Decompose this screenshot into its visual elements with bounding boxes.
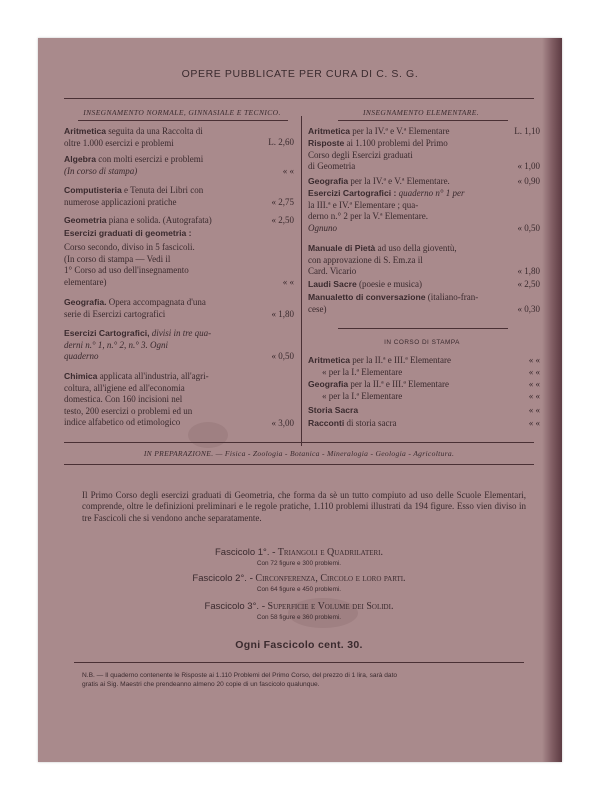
- section-rule: [64, 464, 534, 465]
- price: « 2,50: [271, 215, 294, 225]
- page-title: OPERE PUBBLICATE PER CURA DI C. S. G.: [181, 68, 419, 80]
- price: « 2,75: [271, 197, 294, 207]
- left-column-heading: INSEGNAMENTO NORMALE, GINNASIALE E TECNICO.: [83, 108, 281, 117]
- fascicolo-3-sub: Con 58 figure e 360 problemi.: [256, 614, 342, 621]
- column-divider: [301, 116, 302, 446]
- spine-shadow: [542, 38, 562, 762]
- in-press-item: Storia Sacra: [308, 405, 359, 415]
- price: « «: [528, 391, 540, 401]
- primo-corso-paragraph: Il Primo Corso degli esercizi graduati di Geometria, che forma da sè un tutto compiuto ad uso delle Scuole Elementari, comprende, oltre le definizioni preliminari e le regole pratiche, 1.110 problemi illustrati da 194 figure. Esso vien diviso in tre Fascicoli che si vendono anche separatamente.: [82, 490, 526, 523]
- nb-rule: [74, 662, 524, 663]
- price: L. 1,10: [514, 126, 540, 136]
- entry-algebra: Algebra con molti esercizi e problemi (In corso di stampa): [64, 154, 204, 176]
- entry-esercizi-geometria: Esercizi graduati di geometria :: [64, 228, 192, 238]
- entry-chimica: Chimica applicata all'industria, all'agri- coltura, all'igiene ed all'economia domestica. Con 160 incisioni nel testo, 200 esercizi o problemi ed un indice alfabetico od etimologico: [64, 371, 209, 428]
- entry-risposte: Risposte ai 1.100 problemi del Primo Corso degli Esercizi graduati di Geometria: [308, 138, 448, 172]
- price: « 0,90: [517, 176, 540, 186]
- price: « 2,50: [517, 279, 540, 289]
- entry-geometria: Geometria piana e solida. (Autografata): [64, 215, 212, 225]
- in-press-item: Racconti di storia sacra: [308, 418, 397, 428]
- price: « «: [282, 277, 294, 287]
- price: « «: [528, 367, 540, 377]
- price: « «: [528, 418, 540, 428]
- price: « 1,00: [517, 161, 540, 171]
- price: « 1,80: [271, 309, 294, 319]
- entry-geografia-elem: Geografia per la IV.ª e V.ª Elementare.: [308, 176, 450, 186]
- in-press-item: « per la I.ª Elementare: [322, 391, 403, 401]
- right-column-heading: INSEGNAMENTO ELEMENTARE.: [363, 108, 479, 117]
- in-press-heading: IN CORSO DI STAMPA: [384, 339, 460, 346]
- right-heading-rule: [338, 120, 508, 121]
- price: « «: [528, 405, 540, 415]
- entry-esercizi-cartografici-elem: Esercizi Cartografici : quaderno n° 1 per la III.ª e IV.ª Elementare ; qua- derno n.° 2 per la V.ª Elementare. Ognuno: [308, 188, 465, 233]
- price: « 0,50: [271, 351, 294, 361]
- price: « «: [528, 355, 540, 365]
- in-preparation-line: IN PREPARAZIONE. — Fisica - Zoologia - Botanica - Mineralogia - Geologia - Agricoltura.: [143, 449, 455, 458]
- price: « «: [282, 166, 294, 176]
- fascicolo-1-sub: Con 72 figure e 300 problemi.: [256, 560, 342, 567]
- entry-aritmetica-elem: Aritmetica per la IV.ª e V.ª Elementare: [308, 126, 450, 136]
- in-press-item: Aritmetica per la II.ª e III.ª Elementare: [308, 355, 451, 365]
- in-press-item: « per la I.ª Elementare: [322, 367, 403, 377]
- price: « 1,80: [517, 266, 540, 276]
- entry-aritmetica: Aritmetica seguita da una Raccolta di oltre 1.000 esercizi e problemi: [64, 126, 203, 148]
- fascicolo-1: Fascicolo 1°. - Triangoli e Quadrilateri.: [215, 547, 383, 558]
- fascicolo-2: Fascicolo 2°. - Circonferenza, Circolo e loro parti.: [192, 573, 406, 584]
- fascicolo-3: Fascicolo 3°. - Superficie e Volume dei Solidi.: [204, 601, 394, 612]
- nota-bene: N.B. — Il quaderno contenente le Risposte ai 1.110 Problemi del Primo Corso, del prezzo di 1 lira, sarà dato gratis ai Sig. Maestri che prendeanno almeno 20 copie di un fascicolo qualunque.: [82, 672, 398, 688]
- fascicolo-2-sub: Con 64 figure e 450 problemi.: [256, 586, 342, 593]
- entry-laudi-sacre: Laudi Sacre (poesie e musica): [308, 279, 422, 289]
- entry-manualetto: Manualetto di conversazione (italiano-fran- cese): [308, 292, 479, 314]
- ogni-fascicolo-price: Ogni Fascicolo cent. 30.: [235, 639, 363, 651]
- entry-geografia: Geografia. Opera accompagnata d'una serie di Esercizi cartografici: [64, 297, 206, 319]
- price: « 0,30: [517, 304, 540, 314]
- price: « 3,00: [271, 418, 294, 428]
- section-rule: [64, 442, 534, 443]
- price: « 0,50: [517, 223, 540, 233]
- left-heading-rule: [78, 120, 288, 121]
- entry-esercizi-cartografici: Esercizi Cartografici, divisi in tre qua- derni n.° 1, n.° 2, n.° 3. Ogni quaderno: [64, 328, 212, 362]
- price: L. 2,60: [268, 137, 294, 147]
- entry-corso-secondo: Corso secondo, diviso in 5 fascicoli. (In corso di stampa — Vedi il 1° Corso ad uso dell'insegnamento elementare): [64, 242, 195, 287]
- entry-computisteria: Computisteria e Tenuta dei Libri con numerose applicazioni pratiche: [64, 185, 204, 207]
- price: « «: [528, 379, 540, 389]
- page-sheet: [38, 38, 562, 762]
- in-press-item: Geografia per la II.ª e III.ª Elementare: [308, 379, 450, 389]
- title-rule: [64, 98, 534, 99]
- in-press-rule: [338, 328, 508, 329]
- entry-manuale-pieta: Manuale di Pietà ad uso della gioventù, con approvazione di S. Em.za il Card. Vicario: [308, 243, 457, 277]
